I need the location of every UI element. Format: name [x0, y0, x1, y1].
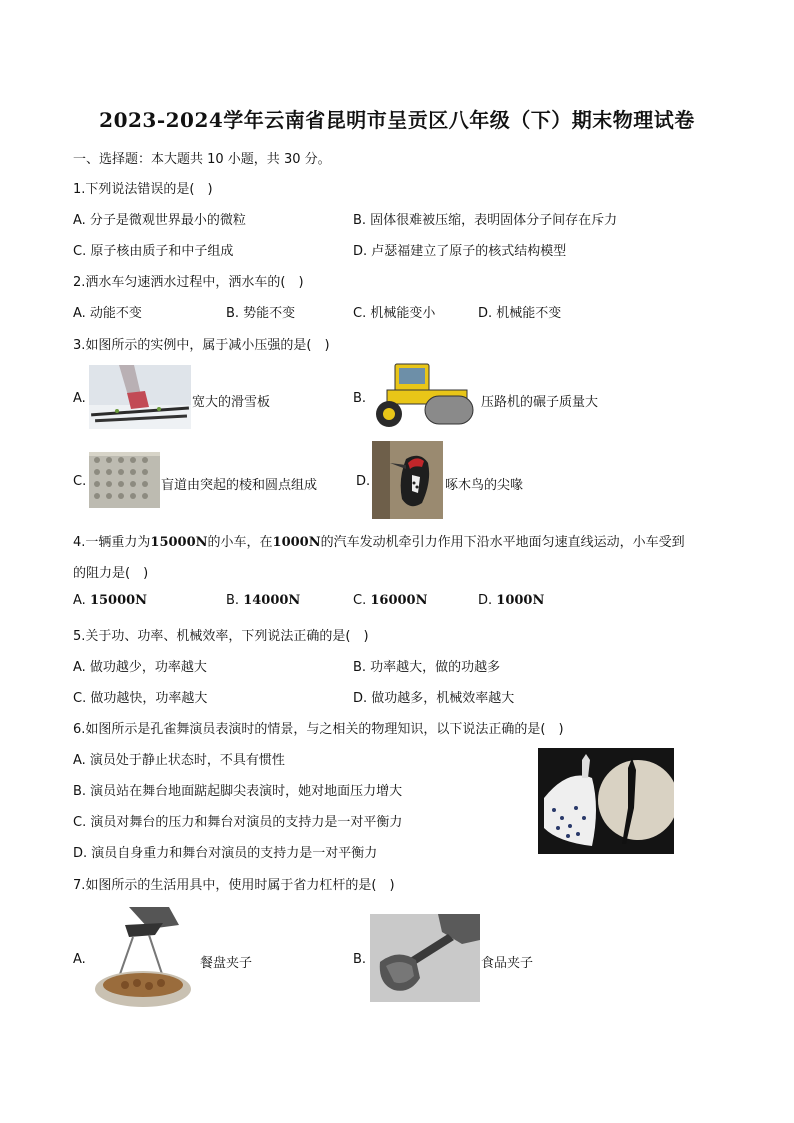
question-5-option-d: D. 做功越多，机械效率越大: [353, 691, 515, 706]
question-3-option-b-letter: B.: [353, 391, 367, 406]
question-6-stem: 6.如图所示是孔雀舞演员表演时的情景，与之相关的物理知识，以下说法正确的是( ): [73, 722, 564, 737]
question-5-option-c: C. 做功越快，功率越大: [73, 691, 208, 706]
question-7-stem: 7.如图所示的生活用具中，使用时属于省力杠杆的是( ): [73, 878, 395, 893]
question-5-stem: 5.关于功、功率、机械效率，下列说法正确的是( ): [73, 629, 369, 644]
question-1-option-d: D. 卢瑟福建立了原子的核式结构模型: [353, 244, 567, 259]
question-1-option-b: B. 固体很难被压缩，表明固体分子间存在斥力: [353, 213, 618, 228]
question-7-option-b-text: 食品夹子: [481, 956, 534, 971]
question-2-option-a: A. 动能不变: [73, 306, 142, 321]
question-6-option-a: A. 演员处于静止状态时，不具有惯性: [73, 753, 285, 768]
question-1-option-c: C. 原子核由质子和中子组成: [73, 244, 234, 259]
question-3-option-a-text: 宽大的滑雪板: [192, 395, 271, 410]
question-3-option-c-text: 盲道由突起的棱和圆点组成: [161, 478, 318, 493]
question-3-option-c-letter: C.: [73, 474, 87, 489]
question-4-stem-part-3: 的汽车发动机牵引力作用下沿水平地面匀速直线运动，小车受到: [320, 535, 685, 550]
question-2-option-d: D. 机械能不变: [478, 306, 562, 321]
question-6-option-b: B. 演员站在舞台地面踮起脚尖表演时，她对地面压力增大: [73, 784, 403, 799]
question-7-option-a-letter: A.: [73, 952, 86, 967]
question-2-stem: 2.洒水车匀速洒水过程中，洒水车的( ): [73, 275, 304, 290]
question-4-stem-part-2: 的小车，在: [207, 535, 273, 550]
section-heading: 一、选择题：本大题共 10 小题，共 30 分。: [73, 152, 331, 167]
question-4-option-a: [73, 593, 147, 608]
question-4-option-a-letter: A.: [73, 593, 86, 608]
question-4-option-b-letter: B.: [226, 593, 240, 608]
question-4-option-d: [478, 593, 544, 608]
question-2-option-b: B. 势能不变: [226, 306, 296, 321]
question-5-option-b: B. 功率越大，做的功越多: [353, 660, 501, 675]
question-4-stem-line-2: 的阻力是( ): [73, 566, 149, 581]
question-1-stem: 1.下列说法错误的是( ): [73, 182, 213, 197]
question-7-option-a-text: 餐盘夹子: [200, 956, 253, 971]
question-4-weight-value: 15000N: [150, 535, 208, 550]
plate-tongs-photo: [89, 905, 199, 1015]
woodpecker-photo: [372, 441, 443, 519]
question-4-option-d-value: 1000N: [496, 593, 545, 608]
question-3-stem: 3.如图所示的实例中，属于减小压强的是( ): [73, 338, 330, 353]
question-1-option-a: A. 分子是微观世界最小的微粒: [73, 213, 246, 228]
question-5-option-a: A. 做功越少，功率越大: [73, 660, 207, 675]
question-4-option-c-letter: C.: [353, 593, 367, 608]
page-title: 2023-2024学年云南省昆明市呈贡区八年级（下）期末物理试卷: [99, 108, 695, 132]
question-6-option-c: C. 演员对舞台的压力和舞台对演员的支持力是一对平衡力: [73, 815, 403, 830]
question-4-option-a-value: 15000N: [89, 593, 148, 608]
question-7-option-b-letter: B.: [353, 952, 367, 967]
question-3-option-a-letter: A.: [73, 391, 86, 406]
road-roller-photo: [369, 360, 479, 430]
question-4-option-b-value: 14000N: [243, 593, 301, 608]
question-6-option-d: D. 演员自身重力和舞台对演员的支持力是一对平衡力: [73, 846, 378, 861]
question-4-option-c: [353, 593, 427, 608]
question-4-option-d-letter: D.: [478, 593, 493, 608]
question-4-stem-line-1: [73, 531, 685, 550]
question-4-force-value: 1000N: [272, 535, 321, 550]
question-2-option-c: C. 机械能变小: [353, 306, 436, 321]
question-4-option-b: [226, 593, 300, 608]
food-tongs-photo: [370, 914, 480, 1002]
peacock-dancer-photo: [538, 748, 674, 854]
ski-board-photo: [89, 365, 191, 429]
question-3-option-b-text: 压路机的碾子质量大: [481, 395, 599, 410]
question-3-option-d-letter: D.: [356, 474, 371, 489]
question-4-stem-part-1: 4.一辆重力为: [73, 535, 151, 550]
question-4-option-c-value: 16000N: [370, 593, 428, 608]
question-3-option-d-text: 啄木鸟的尖喙: [445, 478, 524, 493]
tactile-paving-photo: [89, 452, 160, 508]
